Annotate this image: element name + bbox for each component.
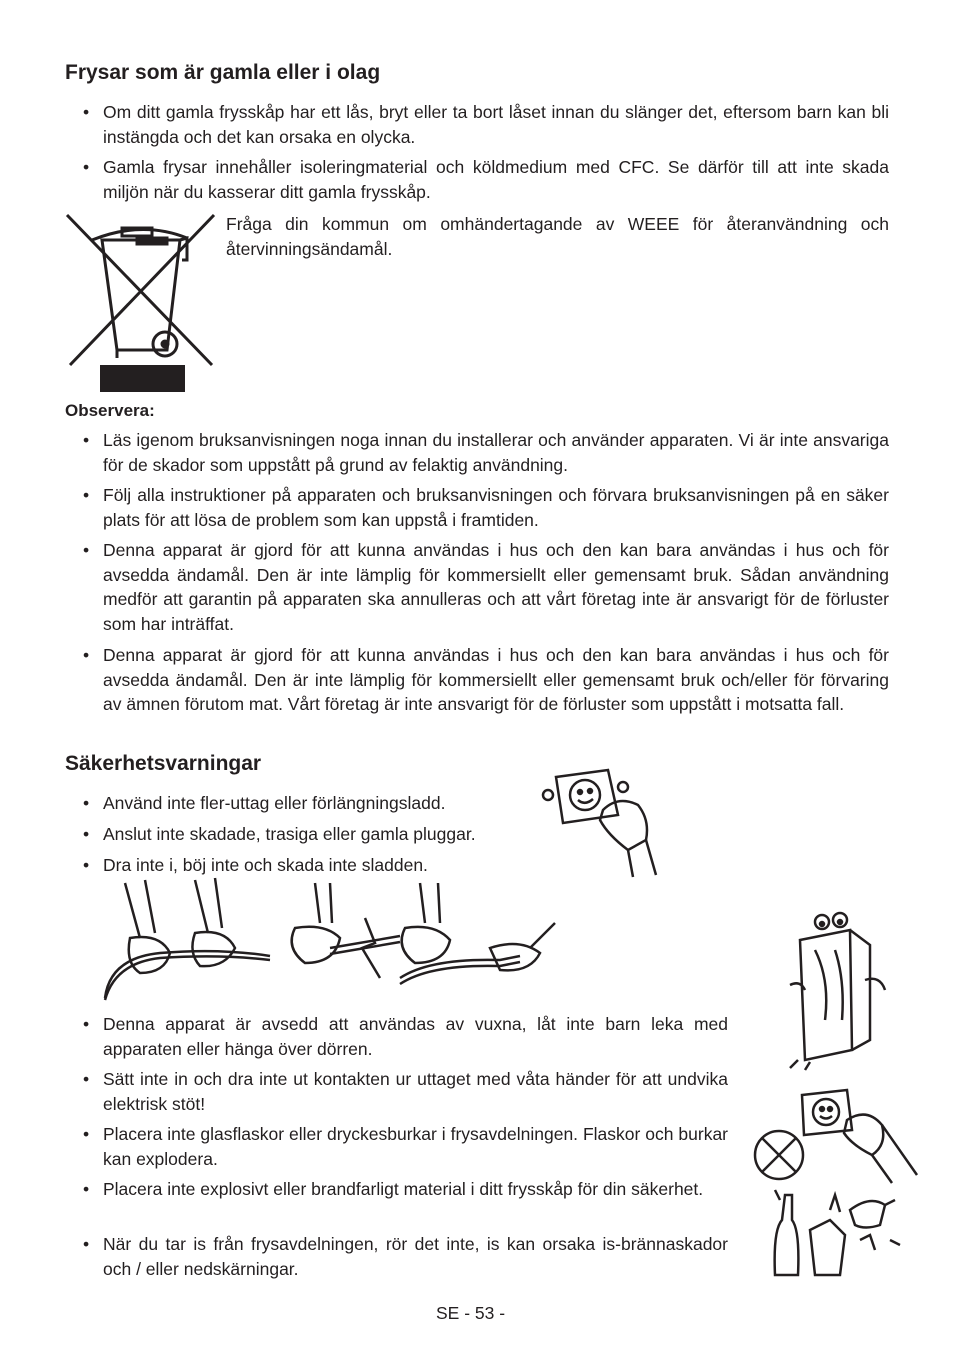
page-number: SE - 53 - — [436, 1303, 506, 1323]
list-item: • Läs igenom bruksanvisningen noga innan du installerar och använder apparaten. Vi är inte ansvariga för de skador som uppstått på grund av felaktig användning. — [103, 428, 889, 477]
list-item: • När du tar is från frysavdelningen, rör det inte, is kan orsaka is-brännaskador och / eller nedskärningar. — [103, 1232, 728, 1281]
list-item: • Placera inte glasflaskor eller dryckesburkar i frysavdelningen. Flaskor och burkar kan explodera. — [103, 1122, 728, 1171]
list-item: • Dra inte i, böj inte och skada inte sladden. — [103, 853, 539, 878]
weee-text: Fråga din kommun om omhändertagande av WEEE för återanvändning och återvinningsändamål. — [226, 214, 889, 259]
section-title-old-freezers: Frysar som är gamla eller i olag — [65, 61, 381, 84]
list-item: • Denna apparat är gjord för att kunna användas i hus och den kan bara användas i hus och för avsedda ändamål. Den är inte lämplig för kommersiellt eller gemensamt bruk. Sådan användning medför att garantin på apparaten ska annulleras och att vårt företag inte är ansvarigt för de förluster som har inträffat. — [103, 538, 889, 636]
child-on-door-illustration — [770, 910, 920, 1070]
list-item: • Gamla frysar innehåller isoleringmaterial och köldmedium med CFC. Se därför till att inte skada miljön när du kasserar ditt gamla frysskåp. — [103, 155, 889, 204]
list-item: • Denna apparat är avsedd att användas av vuxna, låt inte barn leka med apparaten eller hänga över dörren. — [103, 1012, 728, 1061]
exploding-bottles-illustration — [770, 1190, 910, 1280]
list-item: • Denna apparat är gjord för att kunna användas i hus och den kan bara användas i hus och för avsedda ändamål. Den är inte lämplig för kommersiellt eller gemensamt bruk och/eller för förvaring av ämnen förutom mat. Vårt företag är inte ansvarigt för de förluster som uppstått i motsatta fall. — [103, 643, 889, 717]
weee-crossed-bin-icon — [62, 210, 222, 395]
wet-hands-warning-illustration — [752, 1085, 922, 1185]
list-item: • Placera inte explosivt eller brandfarligt material i ditt frysskåp för din säkerhet. — [103, 1177, 728, 1202]
list-item: • Följ alla instruktioner på apparaten och bruksanvisningen och förvara bruksanvisningen på en säker plats för att lösa de problem som kan uppstå i framtiden. — [103, 483, 889, 532]
list-item: • Om ditt gamla frysskåp har ett lås, bryt eller ta bort låset innan du slänger det, eftersom barn kan bli instängda och det kan orsaka en olycka. — [103, 100, 889, 149]
list-item: • Sätt inte in och dra inte ut kontakten ur uttaget med våta händer för att undvika elektrisk stöt! — [103, 1067, 728, 1116]
section-title-safety: Säkerhetsvarningar — [65, 752, 262, 775]
list-item: • Använd inte fler-uttag eller förlängningsladd. — [103, 791, 539, 816]
cord-damage-illustration — [100, 878, 560, 1003]
list-item: • Anslut inte skadade, trasiga eller gamla pluggar. — [103, 822, 539, 847]
observera-label: Observera: — [65, 401, 155, 420]
socket-hand-illustration — [538, 765, 658, 880]
